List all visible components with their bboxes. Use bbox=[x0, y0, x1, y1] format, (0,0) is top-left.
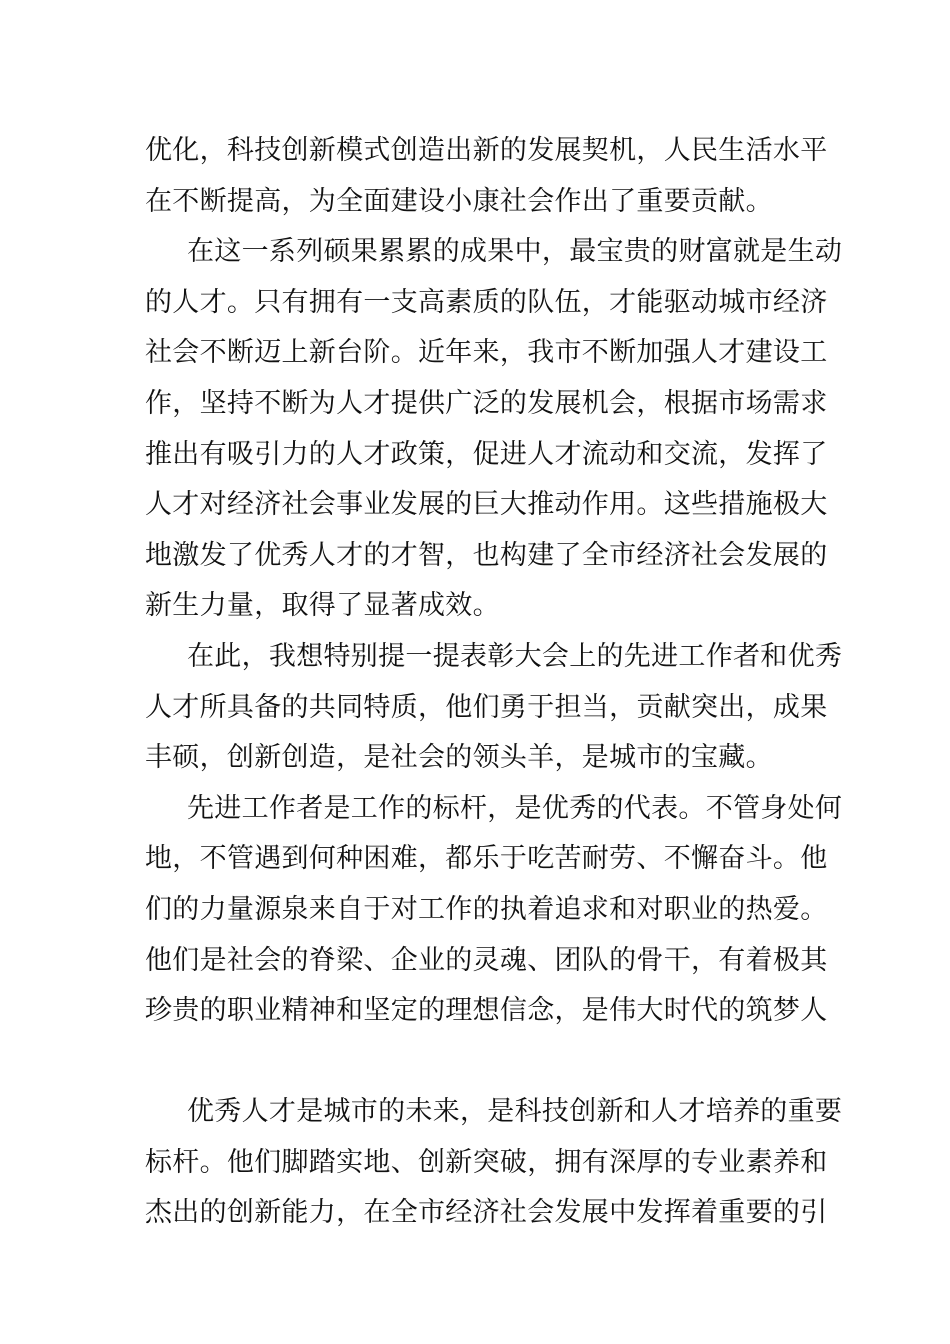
text-line: 标杆。他们脚踏实地、创新突破，拥有深厚的专业素养和 bbox=[145, 1146, 828, 1178]
paragraph-start-line: 先进工作者是工作的标杆，是优秀的代表。不管身处何 bbox=[187, 792, 843, 824]
text-line: 杰出的创新能力，在全市经济社会发展中发挥着重要的引 bbox=[145, 1197, 828, 1229]
text-line: 社会不断迈上新台阶。近年来，我市不断加强人才建设工 bbox=[145, 337, 828, 369]
text-line: 他们是社会的脊梁、企业的灵魂、团队的骨干，有着极其 bbox=[145, 944, 828, 976]
text-line: 丰硕，创新创造，是社会的领头羊，是城市的宝藏。 bbox=[145, 742, 773, 774]
text-line: 珍贵的职业精神和坚定的理想信念，是伟大时代的筑梦人 bbox=[145, 995, 828, 1027]
text-line: 的人才。只有拥有一支高素质的队伍，才能驱动城市经济 bbox=[145, 286, 828, 318]
text-line: 人才对经济社会事业发展的巨大推动作用。这些措施极大 bbox=[145, 489, 828, 521]
text-line: 地激发了优秀人才的才智，也构建了全市经济社会发展的 bbox=[145, 539, 828, 571]
text-line: 地，不管遇到何种困难，都乐于吃苦耐劳、不懈奋斗。他 bbox=[145, 843, 828, 875]
text-line: 作，坚持不断为人才提供广泛的发展机会，根据市场需求 bbox=[145, 387, 828, 419]
text-line: 人才所具备的共同特质，他们勇于担当，贡献突出，成果 bbox=[145, 691, 828, 723]
text-line: 们的力量源泉来自于对工作的执着追求和对职业的热爱。 bbox=[145, 893, 828, 925]
document-body bbox=[145, 126, 843, 1239]
text-line: 推出有吸引力的人才政策，促进人才流动和交流，发挥了 bbox=[145, 438, 828, 470]
text-line: 优化，科技创新模式创造出新的发展契机，人民生活水平 bbox=[145, 135, 828, 166]
paragraph-start-line: 优秀人才是城市的未来，是科技创新和人才培养的重要 bbox=[187, 1096, 843, 1128]
text-line: 在不断提高，为全面建设小康社会作出了重要贡献。 bbox=[145, 185, 773, 217]
text-line: 新生力量，取得了显著成效。 bbox=[145, 590, 500, 622]
blank-line bbox=[145, 1037, 810, 1088]
paragraph-start-line: 在这一系列硕果累累的成果中，最宝贵的财富就是生动 bbox=[187, 236, 843, 268]
paragraph-start-line: 在此，我想特别提一提表彰大会上的先进工作者和优秀 bbox=[187, 640, 843, 672]
